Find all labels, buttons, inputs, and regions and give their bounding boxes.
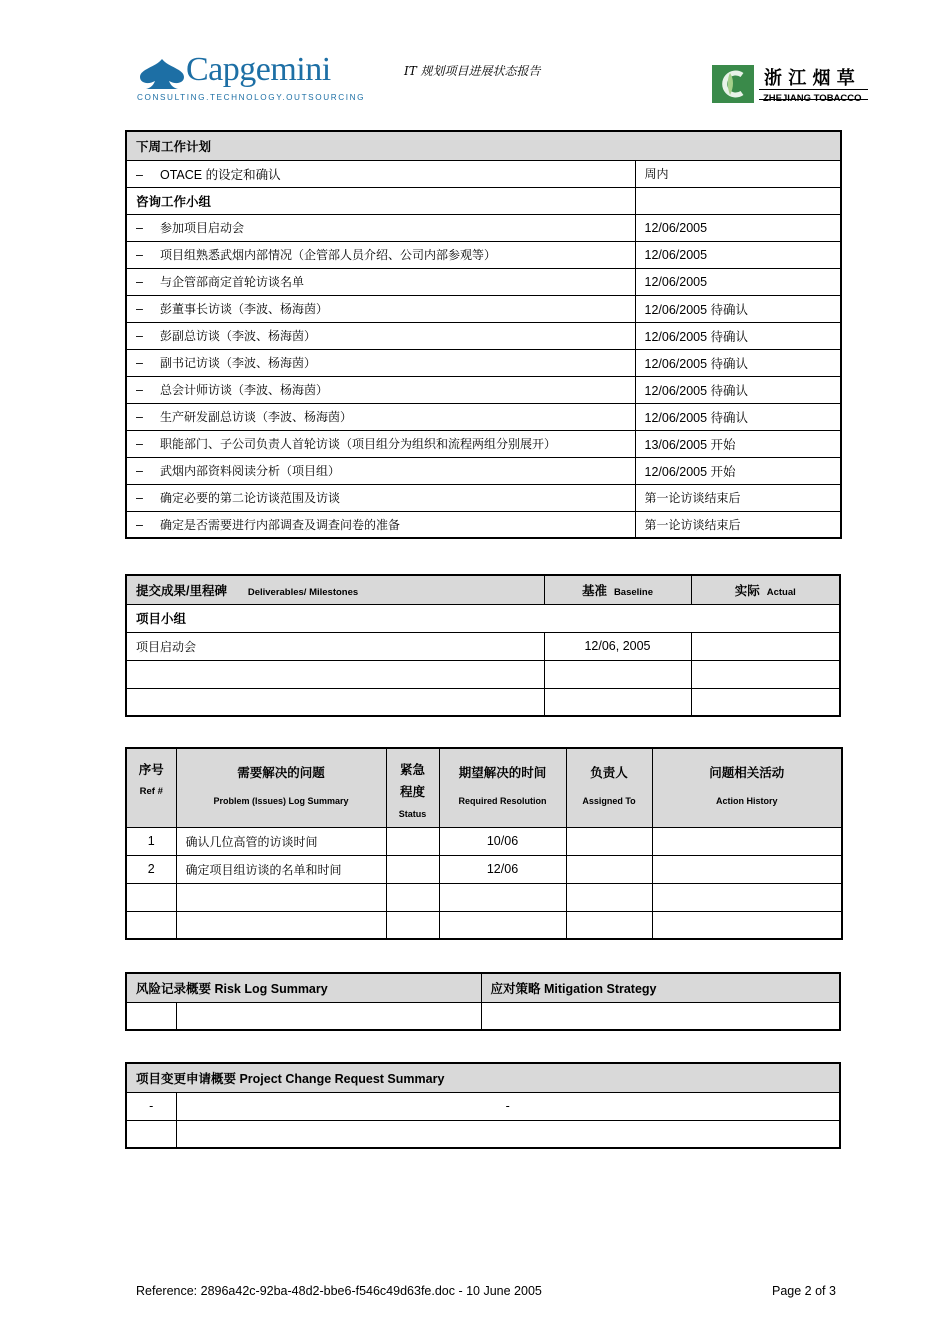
plan-task-cell: [126, 430, 635, 457]
plan-row: [126, 484, 841, 511]
issue-assigned: [566, 883, 652, 911]
plan-group-label: 咨询工作小组: [136, 194, 212, 209]
baseline-header: [544, 575, 691, 604]
issue-action: [652, 855, 842, 883]
issue-resolution: 12/06: [439, 855, 566, 883]
plan-when: 13/06/2005 开始: [644, 437, 736, 452]
plan-when: 12/06/2005 待确认: [644, 356, 749, 371]
plan-task-cell: [126, 403, 635, 430]
issues-assigned-header: [566, 748, 652, 827]
assigned-cn: 负责人: [590, 766, 628, 780]
change-cell: [176, 1120, 840, 1148]
plan-task-cell: [126, 349, 635, 376]
deliverable-item: [126, 660, 544, 688]
issue-action: [652, 883, 842, 911]
next-week-plan-title: 下周工作计划: [126, 131, 841, 160]
plan-task-cell: [126, 214, 635, 241]
deliverable-actual: [691, 660, 840, 688]
spade-icon: [136, 57, 188, 91]
deliverable-actual: [691, 632, 840, 660]
problem-en: Problem (Issues) Log Summary: [213, 796, 349, 806]
deliverables-table: [125, 574, 841, 717]
plan-when: 第一论访谈结束后: [644, 491, 741, 505]
issue-problem: 确定项目组访谈的名单和时间: [176, 855, 386, 883]
plan-task-cell: [126, 160, 635, 187]
change-cell: [126, 1120, 176, 1148]
deliverable-baseline: 12/06, 2005: [544, 632, 691, 660]
status-cn-2: 程度: [399, 785, 425, 799]
dash-bullet: –: [136, 491, 143, 505]
issue-status: [386, 855, 439, 883]
zhejiang-tobacco-logo: [712, 64, 872, 106]
plan-task: 参加项目启动会: [160, 221, 245, 235]
plan-task-cell: [126, 457, 635, 484]
resolution-en: Required Resolution: [458, 796, 547, 806]
dash-bullet: –: [136, 464, 143, 478]
status-en: Status: [398, 809, 427, 819]
dash-bullet: –: [136, 517, 143, 532]
dash-bullet: –: [136, 410, 143, 424]
issue-resolution: 10/06: [439, 827, 566, 855]
issue-status: [386, 827, 439, 855]
logo-strike: [759, 99, 868, 100]
tobacco-emblem-icon: [712, 65, 754, 103]
plan-when-cell: [635, 322, 841, 349]
plan-row: [126, 511, 841, 538]
plan-row: [126, 376, 841, 403]
plan-when-cell: [635, 187, 841, 214]
status-cn-1: 紧急: [399, 763, 425, 777]
plan-when: 12/06/2005: [644, 247, 708, 262]
dash-bullet: –: [136, 329, 143, 343]
action-en: Action History: [715, 796, 778, 806]
plan-row: [126, 322, 841, 349]
plan-when: 12/06/2005: [644, 274, 708, 289]
change-request-table: [125, 1062, 841, 1149]
plan-task: 武烟内部资料阅读分析（项目组）: [160, 464, 341, 478]
issue-row: [126, 827, 842, 855]
issues-problem-header: [176, 748, 386, 827]
issue-resolution: [439, 911, 566, 939]
actual-header: [691, 575, 840, 604]
mitigation-header: 应对策略 Mitigation Strategy: [481, 973, 840, 1002]
plan-task: 确定是否需要进行内部调查及调查问卷的准备: [160, 517, 401, 532]
plan-task: 与企管部商定首轮访谈名单: [160, 275, 305, 289]
plan-when-cell: [635, 160, 841, 187]
plan-when-cell: [635, 268, 841, 295]
issue-row: [126, 883, 842, 911]
plan-task: 总会计师访谈（李波、杨海茵）: [160, 383, 329, 397]
plan-row: [126, 430, 841, 457]
issues-resolution-header: [439, 748, 566, 827]
issue-ref: [126, 911, 176, 939]
deliverable-baseline: [544, 660, 691, 688]
issue-assigned: [566, 911, 652, 939]
issue-problem: 确认几位高管的访谈时间: [176, 827, 386, 855]
plan-when: 12/06/2005 待确认: [644, 302, 749, 317]
ref-en: Ref #: [139, 786, 163, 797]
dash-bullet: –: [136, 221, 143, 235]
resolution-cn: 期望解决的时间: [458, 766, 547, 780]
dash-bullet: –: [136, 302, 143, 316]
tobacco-logo-cn: 浙 江 烟 草: [764, 68, 855, 89]
plan-task: 彭副总访谈（李波、杨海茵）: [160, 329, 317, 343]
deliverables-header-en: Deliverables/ Milestones: [247, 586, 359, 598]
risk-log-header: 风险记录概要 Risk Log Summary: [126, 973, 481, 1002]
dash-bullet: –: [136, 437, 143, 451]
plan-when: 第一论访谈结束后: [644, 517, 741, 532]
plan-task-cell: [126, 295, 635, 322]
plan-when: 12/06/2005 待确认: [644, 383, 749, 398]
change-request-header: 项目变更申请概要 Project Change Request Summary: [126, 1063, 840, 1092]
issues-table: [125, 747, 843, 940]
report-title: IT 规划项目进展状态报告: [404, 64, 541, 78]
issue-problem: [176, 911, 386, 939]
actual-header-cn: 实际: [734, 583, 760, 598]
tobacco-logo-en: ZHEJIANG TOBACCO: [763, 93, 862, 104]
issue-assigned: [566, 855, 652, 883]
issue-status: [386, 911, 439, 939]
plan-task-cell: [126, 268, 635, 295]
issue-status: [386, 883, 439, 911]
deliverable-item: 项目启动会: [126, 632, 544, 660]
plan-task-cell: [126, 484, 635, 511]
logo-tagline: CONSULTING.TECHNOLOGY.OUTSOURCING: [137, 93, 366, 102]
plan-row: [126, 268, 841, 295]
issues-ref-header: [126, 748, 176, 827]
issue-resolution: [439, 883, 566, 911]
deliverables-header: [126, 575, 544, 604]
plan-when-cell: [635, 295, 841, 322]
next-week-plan-table: [125, 130, 842, 539]
plan-task-cell: [126, 376, 635, 403]
deliverables-group: 项目小组: [126, 604, 840, 632]
assigned-en: Assigned To: [582, 796, 636, 806]
baseline-header-cn: 基准: [581, 583, 607, 598]
issue-problem: [176, 883, 386, 911]
plan-when-cell: [635, 511, 841, 538]
issue-action: [652, 827, 842, 855]
risk-table: [125, 972, 841, 1031]
issue-ref: [126, 883, 176, 911]
plan-row: [126, 160, 841, 187]
risk-cell: [176, 1002, 481, 1030]
plan-row: [126, 349, 841, 376]
logo-divider: [759, 89, 868, 90]
plan-when-cell: [635, 430, 841, 457]
plan-task-cell: [126, 511, 635, 538]
issue-ref: 2: [126, 855, 176, 883]
issue-action: [652, 911, 842, 939]
plan-when: 周内: [644, 167, 669, 181]
ref-cn: 序号: [138, 763, 164, 777]
capgemini-logo: [136, 51, 366, 104]
plan-task: 彭董事长访谈（李波、杨海茵）: [160, 302, 329, 316]
plan-row: [126, 403, 841, 430]
plan-task: 副书记访谈（李波、杨海茵）: [160, 356, 317, 370]
actual-header-en: Actual: [766, 586, 796, 598]
change-cell-b: -: [176, 1092, 840, 1120]
issues-action-header: [652, 748, 842, 827]
plan-task: OTACE 的设定和确认: [160, 167, 281, 182]
plan-when-cell: [635, 214, 841, 241]
plan-row: [126, 457, 841, 484]
action-cn: 问题相关活动: [709, 766, 785, 780]
risk-cell: [481, 1002, 840, 1030]
plan-task: 职能部门、子公司负责人首轮访谈（项目组分为组织和流程两组分别展开）: [160, 437, 557, 451]
plan-when-cell: [635, 484, 841, 511]
plan-when-cell: [635, 403, 841, 430]
dash-bullet: –: [136, 167, 143, 182]
issue-ref: 1: [126, 827, 176, 855]
deliverable-row: [126, 660, 840, 688]
footer-page-number: Page 2 of 3: [772, 1284, 836, 1298]
issues-status-header: [386, 748, 439, 827]
dash-bullet: –: [136, 356, 143, 370]
plan-when-cell: [635, 241, 841, 268]
issue-row: [126, 911, 842, 939]
deliverable-row: [126, 632, 840, 660]
plan-when: 12/06/2005 待确认: [644, 329, 749, 344]
deliverable-baseline: [544, 688, 691, 716]
plan-when: 12/06/2005 待确认: [644, 410, 749, 425]
dash-bullet: –: [136, 275, 143, 289]
dash-bullet: –: [136, 248, 143, 262]
plan-row: [126, 295, 841, 322]
plan-task-cell: [126, 241, 635, 268]
plan-row: [126, 241, 841, 268]
plan-when-cell: [635, 457, 841, 484]
plan-task: 生产研发副总访谈（李波、杨海茵）: [160, 410, 353, 424]
issue-row: [126, 855, 842, 883]
deliverable-actual: [691, 688, 840, 716]
footer-reference: Reference: 2896a42c-92ba-48d2-bbe6-f546c49d63fe.doc - 10 June 2005: [136, 1284, 542, 1298]
baseline-header-en: Baseline: [613, 586, 654, 598]
plan-when-cell: [635, 349, 841, 376]
problem-cn: 需要解决的问题: [237, 766, 325, 780]
plan-row: [126, 214, 841, 241]
change-cell-a: -: [126, 1092, 176, 1120]
deliverable-row: [126, 688, 840, 716]
plan-task: 确定必要的第二论访谈范围及访谈: [160, 491, 341, 505]
plan-task-cell: [126, 187, 635, 214]
plan-when-cell: [635, 376, 841, 403]
risk-cell: [126, 1002, 176, 1030]
deliverables-header-cn: 提交成果/里程碑: [136, 583, 227, 598]
plan-when: 12/06/2005: [644, 220, 708, 235]
plan-task: 项目组熟悉武烟内部情况（企管部人员介绍、公司内部参观等）: [160, 248, 497, 262]
plan-task-cell: [126, 322, 635, 349]
dash-bullet: –: [136, 383, 143, 397]
deliverable-item: [126, 688, 544, 716]
plan-when: 12/06/2005 开始: [644, 464, 736, 479]
issue-assigned: [566, 827, 652, 855]
plan-row: [126, 187, 841, 214]
logo-wordmark: Capgemini: [186, 51, 331, 88]
